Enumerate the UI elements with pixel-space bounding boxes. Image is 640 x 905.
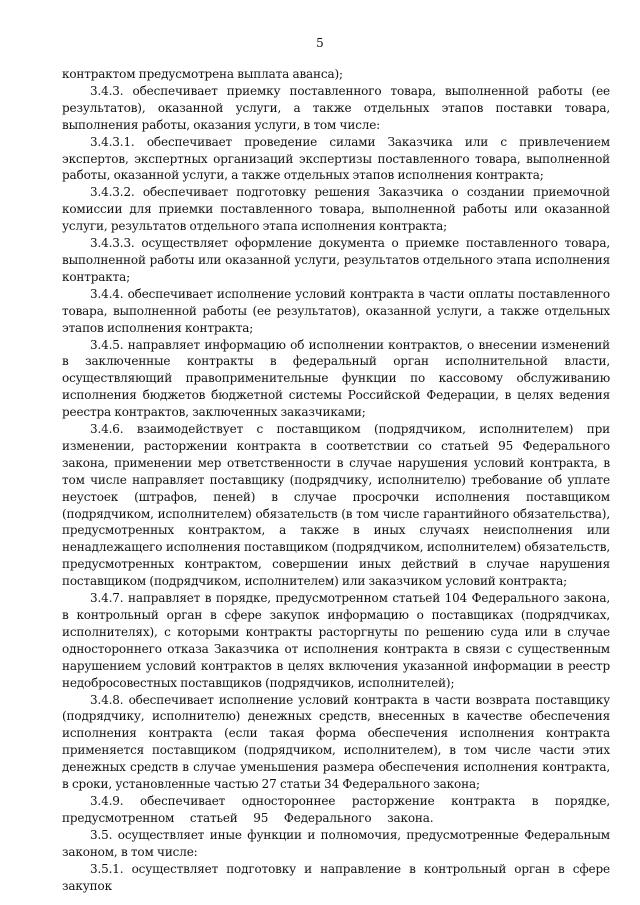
paragraph-3-4-4: 3.4.4. обеспечивает исполнение условий контракта в части оплаты поставленного товара, выполненной работы (ее результатов), оказанной услуги, а также отдельных этапов исполнения контракта; (62, 286, 610, 335)
paragraph-3-4-7: 3.4.7. направляет в порядке, предусмотренном статьей 104 Федерального закона, в контрольный орган в сфере закупок информацию о поставщиках (подрядчиках, исполнителях), с которыми контракты расторгнуты по решению суда или в случае одностороннего отказа Заказчика от исполнения контракта в связи с существенным нарушением условий контрактов в целях включения указанной информации в реестр недобросовестных поставщиков (подрядчиков, исполнителей); (62, 591, 610, 690)
paragraph-3-4-9: 3.4.9. обеспечивает одностороннее расторжение контракта в порядке, предусмотренном статьей 95 Федерального закона. (62, 793, 610, 825)
paragraph-3-4-3-3: 3.4.3.3. осуществляет оформление документа о приемке поставленного товара, выполненной работы или оказанной услуги, результатов отдельного этапа исполнения контракта; (62, 236, 610, 284)
paragraph-3-5: 3.5. осуществляет иные функции и полномочия, предусмотренные Федеральным законом, в том числе: (62, 827, 610, 859)
paragraph-3-5-1: 3.5.1. осуществляет подготовку и направление в контрольный орган в сфере закупок (62, 861, 610, 893)
paragraph-continuation: контрактом предусмотрена выплата аванса); (62, 67, 343, 81)
page-number: 5 (316, 36, 324, 50)
document-body (62, 66, 610, 894)
paragraph-3-4-3: 3.4.3. обеспечивает приемку поставленного товара, выполненной работы (ее результатов), оказанной услуги, а также отдельных этапов поставки товара, выполнения работы, оказания услуги, в том числе: (62, 83, 610, 132)
paragraph-3-4-3-2: 3.4.3.2. обеспечивает подготовку решения Заказчика о создании приемочной комиссии для приемки поставленного товара, выполненной работы или оказанной услуги, результатов отдельного этапа исполнения контракта; (62, 185, 610, 234)
paragraph-3-4-8: 3.4.8. обеспечивает исполнение условий контракта в части возврата поставщику (подрядчику, исполнителю) денежных средств, внесенных в качестве обеспечения исполнения контракта (если такая форма обеспечения исполнения контракта применяется поставщиком (подрядчиком, исполнителем), в том числе части этих денежных средств в случае уменьшения размера обеспечения исполнения контракта, в сроки, установленные частью 27 статьи 34 Федерального закона; (62, 692, 610, 792)
paragraph-3-4-3-1: 3.4.3.1. обеспечивает проведение силами Заказчика или с привлечением экспертов, экспертных организаций экспертизы поставленного товара, выполненной работы, оказанной услуги, а также отдельных этапов исполнения контракта; (62, 134, 610, 183)
paragraph-3-4-6: 3.4.6. взаимодействует с поставщиком (подрядчиком, исполнителем) при изменении, расторжении контракта в соответствии со статьей 95 Федерального закона, применении мер ответственности в случае нарушения условий контракта, в том числе направляет поставщику (подрядчику, исполнителю) требование об уплате неустоек (штрафов, пеней) в случае просрочки исполнения поставщиком (подрядчиком, исполнителем) обязательств (в том числе гарантийного обязательства), предусмотренных контрактом, а также в иных случаях неисполнения или ненадлежащего исполнения поставщиком (подрядчиком, исполнителем) обязательств, предусмотренных контрактом, совершении иных действий в случае нарушения поставщиком (подрядчиком, исполнителем) или заказчиком условий контракта; (62, 422, 610, 589)
paragraph-3-4-5: 3.4.5. направляет информацию об исполнении контрактов, о внесении изменений в заключенные контракты в федеральный орган исполнительной власти, осуществляющий правоприменительные функции по кассовому обслуживанию исполнения бюджетов бюджетной системы Российской Федерации, в целях ведения реестра контрактов, заключенных заказчиками; (62, 337, 610, 420)
